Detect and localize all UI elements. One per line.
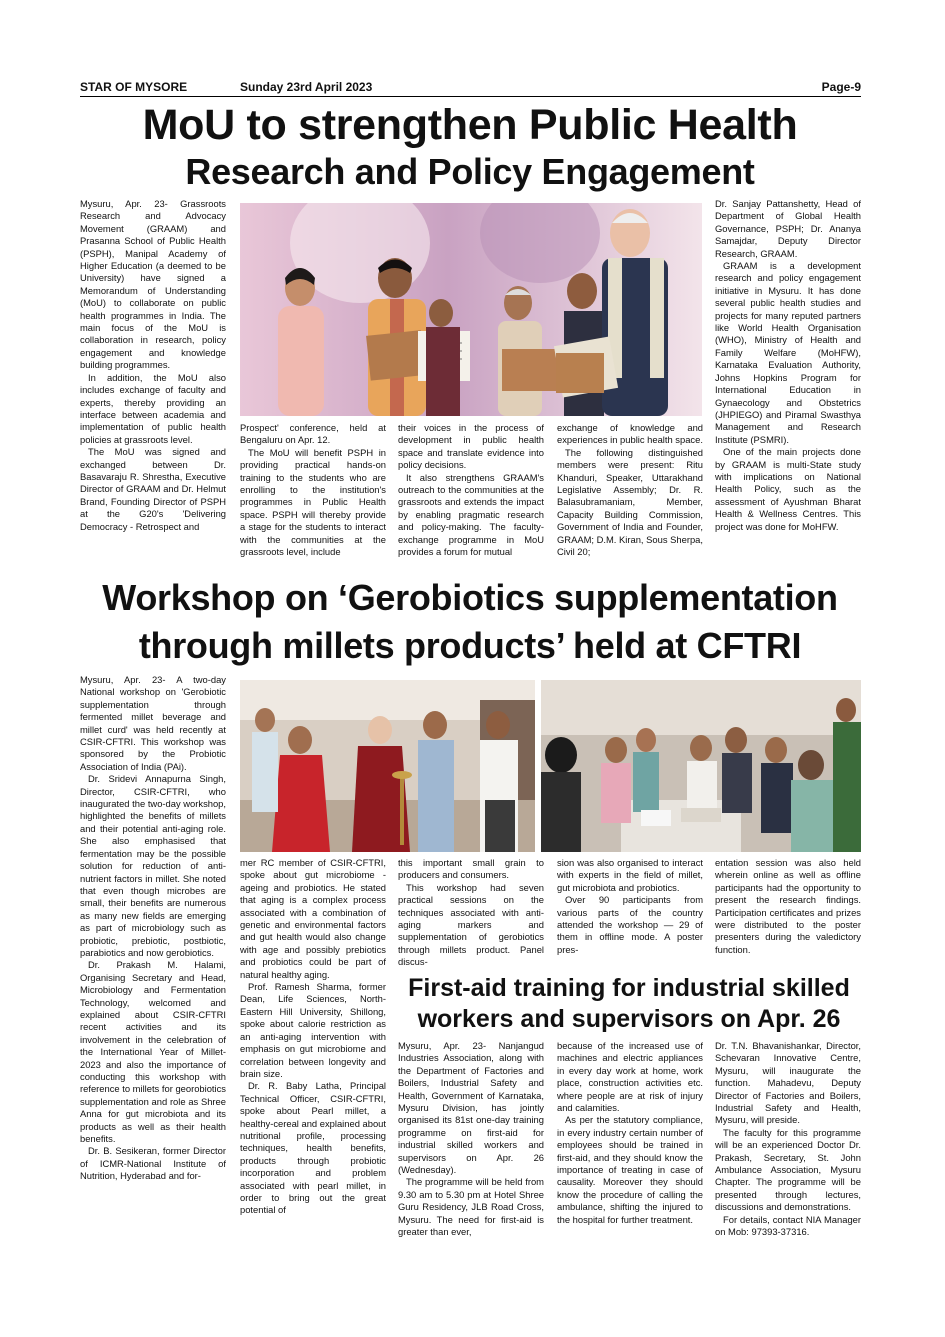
- page-number: Page-9: [821, 80, 861, 94]
- story3-column-2: [557, 1040, 703, 1226]
- workshop-session-photo-image: [541, 680, 861, 852]
- paragraph: Dr. T.N. Bhavanishankar, Director, Schevaran Innovative Centre, Mysuru, will inaugurate the function. Mahadevu, Deputy Director of Factories and Boilers, Industrial Safety and Health, Mysuru, will preside.: [715, 1040, 861, 1126]
- paragraph: The MoU was signed and exchanged between Dr. Basavaraju R. Shrestha, Executive Director of GRAAM and Dr. Helmut Brand, Founding Director of PSPH at the G20's 'Delivering Democracy - Retrospect and: [80, 446, 226, 532]
- paragraph: Mysuru, Apr. 23- Nanjangud Industries Association, along with the Department of Factories and Boilers, Industrial Safety and Health, Government of Karnataka, Mysuru Division, has jointly organised its 81st one-day training programme on first-aid for industrial skilled workers and supervisors on Apr. 26 (Wednesday).: [398, 1040, 544, 1176]
- paragraph: As per the statutory compliance, in every industry certain number of employees should be trained in first-aid, and they should know the importance of treating in case of causality. Moreover they should know the procedure of calling the ambulance, shifting the injured to the hospital for further treatment.: [557, 1114, 703, 1225]
- paragraph: mer RC member of CSIR-CFTRI, spoke about gut microbiome - ageing and probiotics. He stated that aging is a complex process associated with a combination of genetic and environmental factors and gut health would also change with age and possibly prebiotics and probiotics could be part of natural healthy aging.: [240, 857, 386, 980]
- lamp-lighting-photo-image: [240, 680, 535, 852]
- paragraph: Prof. Ramesh Sharma, former Dean, Life Sciences, North-Eastern Hill University, Shillong, spoke about calorie restriction as an anti-aging intervention with emphasis on gut microbiome and correlation between longevity and brain size.: [240, 981, 386, 1079]
- paragraph: entation session was also held wherein online as well as offline participants had the opportunity to present the research findings. Participation certificates and prizes were distributed to the poster presenters during the valedictory function.: [715, 857, 861, 955]
- paragraph: this important small grain to producers and consumers.: [398, 857, 544, 881]
- story2-column-5: [715, 857, 861, 956]
- story1-column-2: [240, 422, 386, 558]
- paragraph: Dr. Sanjay Pattanshetty, Head of Department of Global Health Governance, PSPH; Dr. Ananya Samajdar, Deputy Director Research, GRAAM.: [715, 198, 861, 259]
- story2-column-1: [80, 674, 226, 1183]
- masthead: [80, 78, 861, 97]
- paragraph: It also strengthens GRAAM's outreach to the communities at the grassroots and extends the impact by enabling pragmatic research and policy-making. The faculty-exchange programme in MoU provides a forum for mutual: [398, 471, 544, 558]
- story3-column-1: [398, 1040, 544, 1239]
- paragraph: One of the main projects done by GRAAM is multi-State study with implications on National Health Policy, such as the assessment of Ayushman Bharat Health & Wellness Centres. This project was done for MoHFW.: [715, 446, 861, 532]
- mou-signing-photo: [240, 203, 702, 416]
- paragraph: Dr. Sridevi Annapurna Singh, Director, CSIR-CFTRI, who inaugurated the two-day workshop, highlighted the benefits of millets and their potential anti-aging role. She also emphasised that fermentation may be the possible solution for reduction of anti-nutrient factors in millet. She noted that even though microbes are small, their benefits are numerous as many new fields are emerging as part of microbiology such as probiotic, prebiotic, postbiotic, parabiotics and now gerobiotics.: [80, 773, 226, 958]
- paragraph: The following distinguished members were present: Ritu Khanduri, Speaker, Uttarakhand Legislative Assembly; Dr. R. Balasubramaniam, Member, Capacity Building Commission, Government of India and Founder, GRAAM; D.M. Kiran, Sous Sherpa, Civil 20;: [557, 446, 703, 558]
- story2-headline-line1: Workshop on ‘Gerobiotics supplementation: [102, 577, 838, 618]
- story1-column-1: [80, 198, 226, 533]
- newspaper-name: STAR OF MYSORE: [80, 80, 188, 94]
- issue-date: Sunday 23rd April 2023: [240, 80, 373, 94]
- workshop-session-photo: [541, 680, 861, 852]
- story1-headline-line1: MoU to strengthen Public Health: [142, 101, 798, 149]
- story3-column-3: [715, 1040, 861, 1239]
- paragraph: sion was also organised to interact with experts in the field of millet, gut microbiota and probiotics.: [557, 857, 703, 893]
- mou-signing-photo-image: [240, 203, 702, 416]
- paragraph: Mysuru, Apr. 23- Grassroots Research and Advocacy Movement (GRAAM) and Prasanna School of Public Health (PSPH), Manipal Academy of Higher Education (a deemed to be University) have signed a Memorandum of Understanding (MoU) to collaborate on public health programmes in India. The main focus of the MoU is collaboration in research, policy engagement and knowledge building programmes.: [80, 198, 226, 371]
- paragraph: In addition, the MoU also includes exchange of faculty and experts, thereby providing an interface between academia and implementation of public health policies at grassroots level.: [80, 371, 226, 445]
- paragraph: For details, contact NIA Manager on Mob: 97393-37316.: [715, 1213, 861, 1238]
- story2-column-2: [240, 857, 386, 1217]
- story1-column-3: [398, 422, 544, 558]
- paragraph: This workshop had seven practical sessions on the techniques associated with anti-aging markers and supplementation of gerobiotics through millets product. Panel discus-: [398, 881, 544, 968]
- story1-column-4: [557, 422, 703, 558]
- story1-column-5: [715, 198, 861, 533]
- story1-headline-line2: Research and Policy Engagement: [185, 151, 755, 192]
- paragraph: The MoU will benefit PSPH in providing practical hands-on training to the students who are enrolling to the institution's programmes in Public Health space. PSPH will thereby provide a stage for the students to interact with the communities at the grassroots level, include: [240, 446, 386, 558]
- story2-column-3: [398, 857, 544, 969]
- paragraph: because of the increased use of machines and electric appliances in every day work at home, work place, construction activities etc. where people are at risk of injury and calamities.: [557, 1040, 703, 1114]
- story3-headline-line2: workers and supervisors on Apr. 26: [417, 1005, 841, 1033]
- paragraph: Over 90 participants from various parts of the country attended the workshop — 29 of them in offline mode. A poster pres-: [557, 894, 703, 955]
- paragraph: Dr. B. Sesikeran, former Director of ICMR-National Institute of Nutrition, Hyderabad and for-: [80, 1145, 226, 1182]
- paragraph: GRAAM is a development research and policy engagement initiative in Mysuru. It has done several public health studies and projects for many reputed partners like World Health Organisation (WHO), Ministry of Health and Family Welfare (MoHFW), Karnataka Evaluation Authority, Johns Hopkins Program for International Education in Gynaecology and Obstetrics (JHPIEGO) and Piramal Swasthya Management and Research Institute (PSMRI).: [715, 260, 861, 445]
- lamp-lighting-photo: [240, 680, 535, 852]
- paragraph: Prospect' conference, held at Bengaluru on Apr. 12.: [240, 422, 386, 446]
- paragraph: exchange of knowledge and experiences in public health space.: [557, 422, 703, 446]
- story2-column-4: [557, 857, 703, 956]
- paragraph: Mysuru, Apr. 23- A two-day National workshop on 'Gerobiotic supplementation through fermented millet beverage and millet curd' was held recently at CSIR-CFTRI. This workshop was sponsored by the Probiotic Association of India (PAi).: [80, 674, 226, 772]
- paragraph: their voices in the process of development in public health space and translate evidence into policy decisions.: [398, 422, 544, 471]
- paragraph: Dr. R. Baby Latha, Principal Technical Officer, CSIR-CFTRI, spoke about Pearl millet, a healthy-cereal and explained about nutritional profile, processing techniques, health benefits, products through probiotic incorporation and problem associated with pearl millet, in order to bring out the great potential of: [240, 1080, 386, 1216]
- paragraph: The faculty for this programme will be an experienced Doctor Dr. Prakash, Secretary, St. John Ambulance Association, Mysuru Chapter. The programme will be presented through lectures, discussions and demonstrations.: [715, 1126, 861, 1213]
- story2-headline-line2: through millets products’ held at CFTRI: [138, 625, 802, 666]
- paragraph: The programme will be held from 9.30 am to 5.30 pm at Hotel Shree Guru Residency, JLB Road Cross, Mysuru. The need for first-aid is greater than ever,: [398, 1176, 544, 1238]
- paragraph: Dr. Prakash M. Halami, Organising Secretary and Head, Microbiology and Fermentation Technology, welcomed and explained about CSIR-CFTRI recent activities and its involvement in the celebration of the International Year of Millet-2023 and also the importance of conducting this workshop with reference to millets for georobiotics supplementation and role as Shree Anna for gut microbiota and its products as well as their health benefits.: [80, 959, 226, 1145]
- story3-headline-line1: First-aid training for industrial skilled: [408, 974, 850, 1002]
